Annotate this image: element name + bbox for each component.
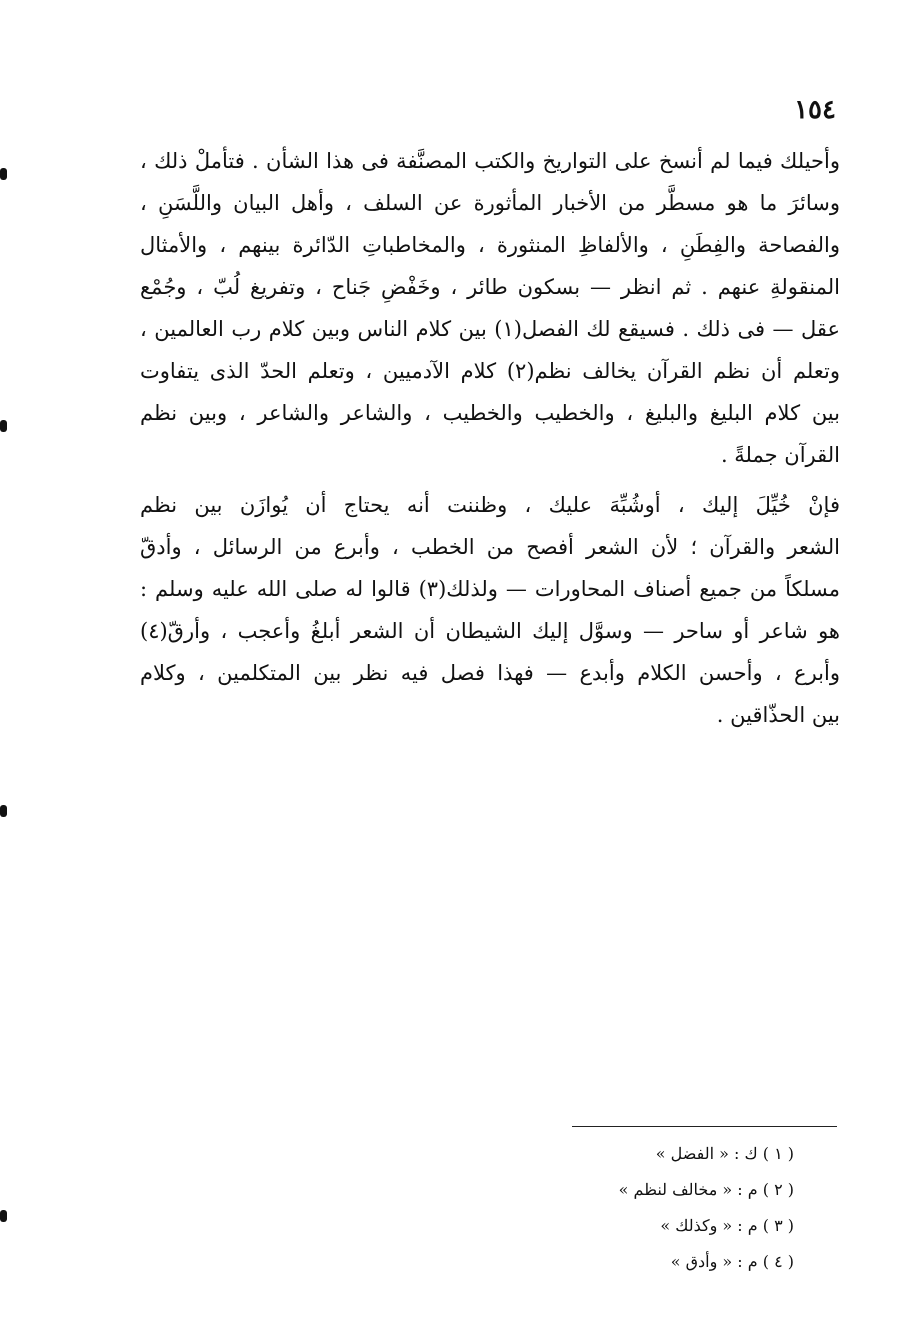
text-line: وأبرع ، وأحسن الكلام وأبدع — فهذا فصل فيه نظر بين المتكلمين ، وكلام: [140, 661, 840, 685]
text-line: وسائرَ ما هو مسطَّر من الأخبار المأثورة عن السلف ، وأهل البيان واللَّسَنِ ،: [140, 191, 840, 215]
text-line: وأحيلك فيما لم أنسخ على التواريخ والكتب المصنَّفة فى هذا الشأن . فتأملْ ذلك ،: [140, 149, 840, 173]
scan-binding-mark: [0, 168, 7, 180]
scan-binding-mark: [0, 805, 7, 817]
text-line: الشعر والقرآن ؛ لأن الشعر أفصح من الخطب ، وأبرع من الرسائل ، وأدقّ: [140, 535, 840, 559]
text-line: مسلكاً من جميع أصناف المحاورات — ولذلك(٣) قالوا له صلى الله عليه وسلم :: [140, 577, 840, 601]
footnotes: [454, 1136, 794, 1280]
text-line: القرآن جملةً .: [720, 443, 840, 467]
main-text: [140, 140, 840, 736]
text-line: عقل — فى ذلك . فسيقع لك الفصل(١) بين كلام الناس وبين كلام رب العالمين ،: [140, 317, 840, 341]
text-line: المنقولةِ عنهم . ثم انظر — بسكون طائر ، وخَفْضِ جَناح ، وتفريغ لُبّ ، وجُمْع: [140, 275, 840, 299]
text-line: بين الحذّاقين .: [716, 703, 840, 727]
scan-binding-mark: [0, 1210, 7, 1222]
text-line: هو شاعر أو ساحر — وسوَّل إليك الشيطان أن الشعر أبلغُ وأعجب ، وأرقّ(٤): [140, 619, 840, 643]
footnote-divider: [572, 1126, 837, 1127]
text-line: والفصاحة والفِطَنِ ، والألفاظِ المنثورة ، والمخاطباتِ الدّائرة بينهم ، والأمثال: [140, 233, 840, 257]
footnote-item: ( ٢ ) م : « مخالف لنظم »: [618, 1180, 794, 1199]
text-line: بين كلام البليغ والبليغ ، والخطيب والخطيب ، والشاعر والشاعر ، وبين نظم: [140, 401, 840, 425]
footnote-item: ( ١ ) ك : « الفضل »: [655, 1144, 794, 1163]
footnote-item: ( ٤ ) م : « وأدق »: [670, 1252, 794, 1271]
scan-binding-mark: [0, 420, 7, 432]
footnote-item: ( ٣ ) م : « وكذلك »: [660, 1216, 794, 1235]
paragraph-gap: [140, 476, 840, 484]
page-number: ١٥٤: [794, 95, 836, 125]
text-line: فإنْ خُيِّلَ إليك ، أوشُبِّهَ عليك ، وظننت أنه يحتاج أن يُوازَن بين نظم: [140, 493, 840, 517]
text-line: وتعلم أن نظم القرآن يخالف نظم(٢) كلام الآدميين ، وتعلم الحدّ الذى يتفاوت: [140, 359, 840, 383]
